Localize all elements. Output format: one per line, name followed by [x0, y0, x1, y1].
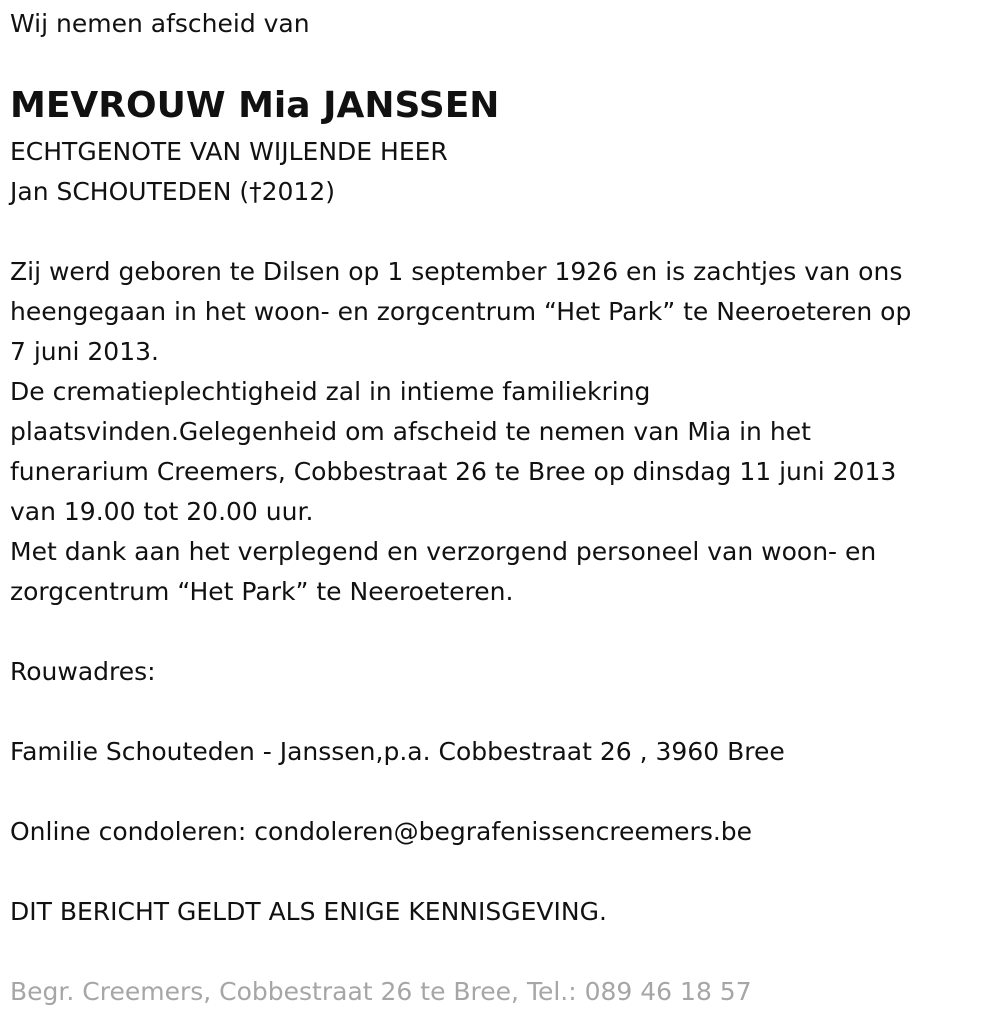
intro-text: Wij nemen afscheid van [10, 9, 310, 38]
death-notice [10, 0, 990, 1030]
notice-text: DIT BERICHT GELDT ALS ENIGE KENNISGEVING. [10, 897, 607, 926]
online-condolence: Online condoleren: condoleren@begrafenissencreemers.be [10, 817, 753, 846]
body-line: 7 juni 2013. [10, 337, 159, 366]
spouse-line-2: Jan SCHOUTEDEN (†2012) [10, 177, 335, 206]
rouwadres-label: Rouwadres: [10, 657, 156, 686]
body-line: zorgcentrum “Het Park” te Neeroeteren. [10, 577, 514, 606]
body-line: van 19.00 tot 20.00 uur. [10, 497, 314, 526]
body-line: funerarium Creemers, Cobbestraat 26 te Bree op dinsdag 11 juni 2013 [10, 457, 897, 486]
body-line: Met dank aan het verplegend en verzorgend personeel van woon- en [10, 537, 877, 566]
funeral-home-footer: Begr. Creemers, Cobbestraat 26 te Bree, Tel.: 089 46 18 57 [10, 977, 752, 1006]
body-line: heengegaan in het woon- en zorgcentrum “Het Park” te Neeroeteren op [10, 297, 912, 326]
body-line: Zij werd geboren te Dilsen op 1 september 1926 en is zachtjes van ons [10, 257, 903, 286]
spouse-line-1: ECHTGENOTE VAN WIJLENDE HEER [10, 137, 448, 166]
body-line: plaatsvinden.Gelegenheid om afscheid te nemen van Mia in het [10, 417, 811, 446]
rouwadres-address: Familie Schouteden - Janssen,p.a. Cobbestraat 26 , 3960 Bree [10, 737, 785, 766]
body-line: De crematieplechtigheid zal in intieme familiekring [10, 377, 651, 406]
deceased-name: MEVROUW Mia JANSSEN [10, 85, 500, 126]
